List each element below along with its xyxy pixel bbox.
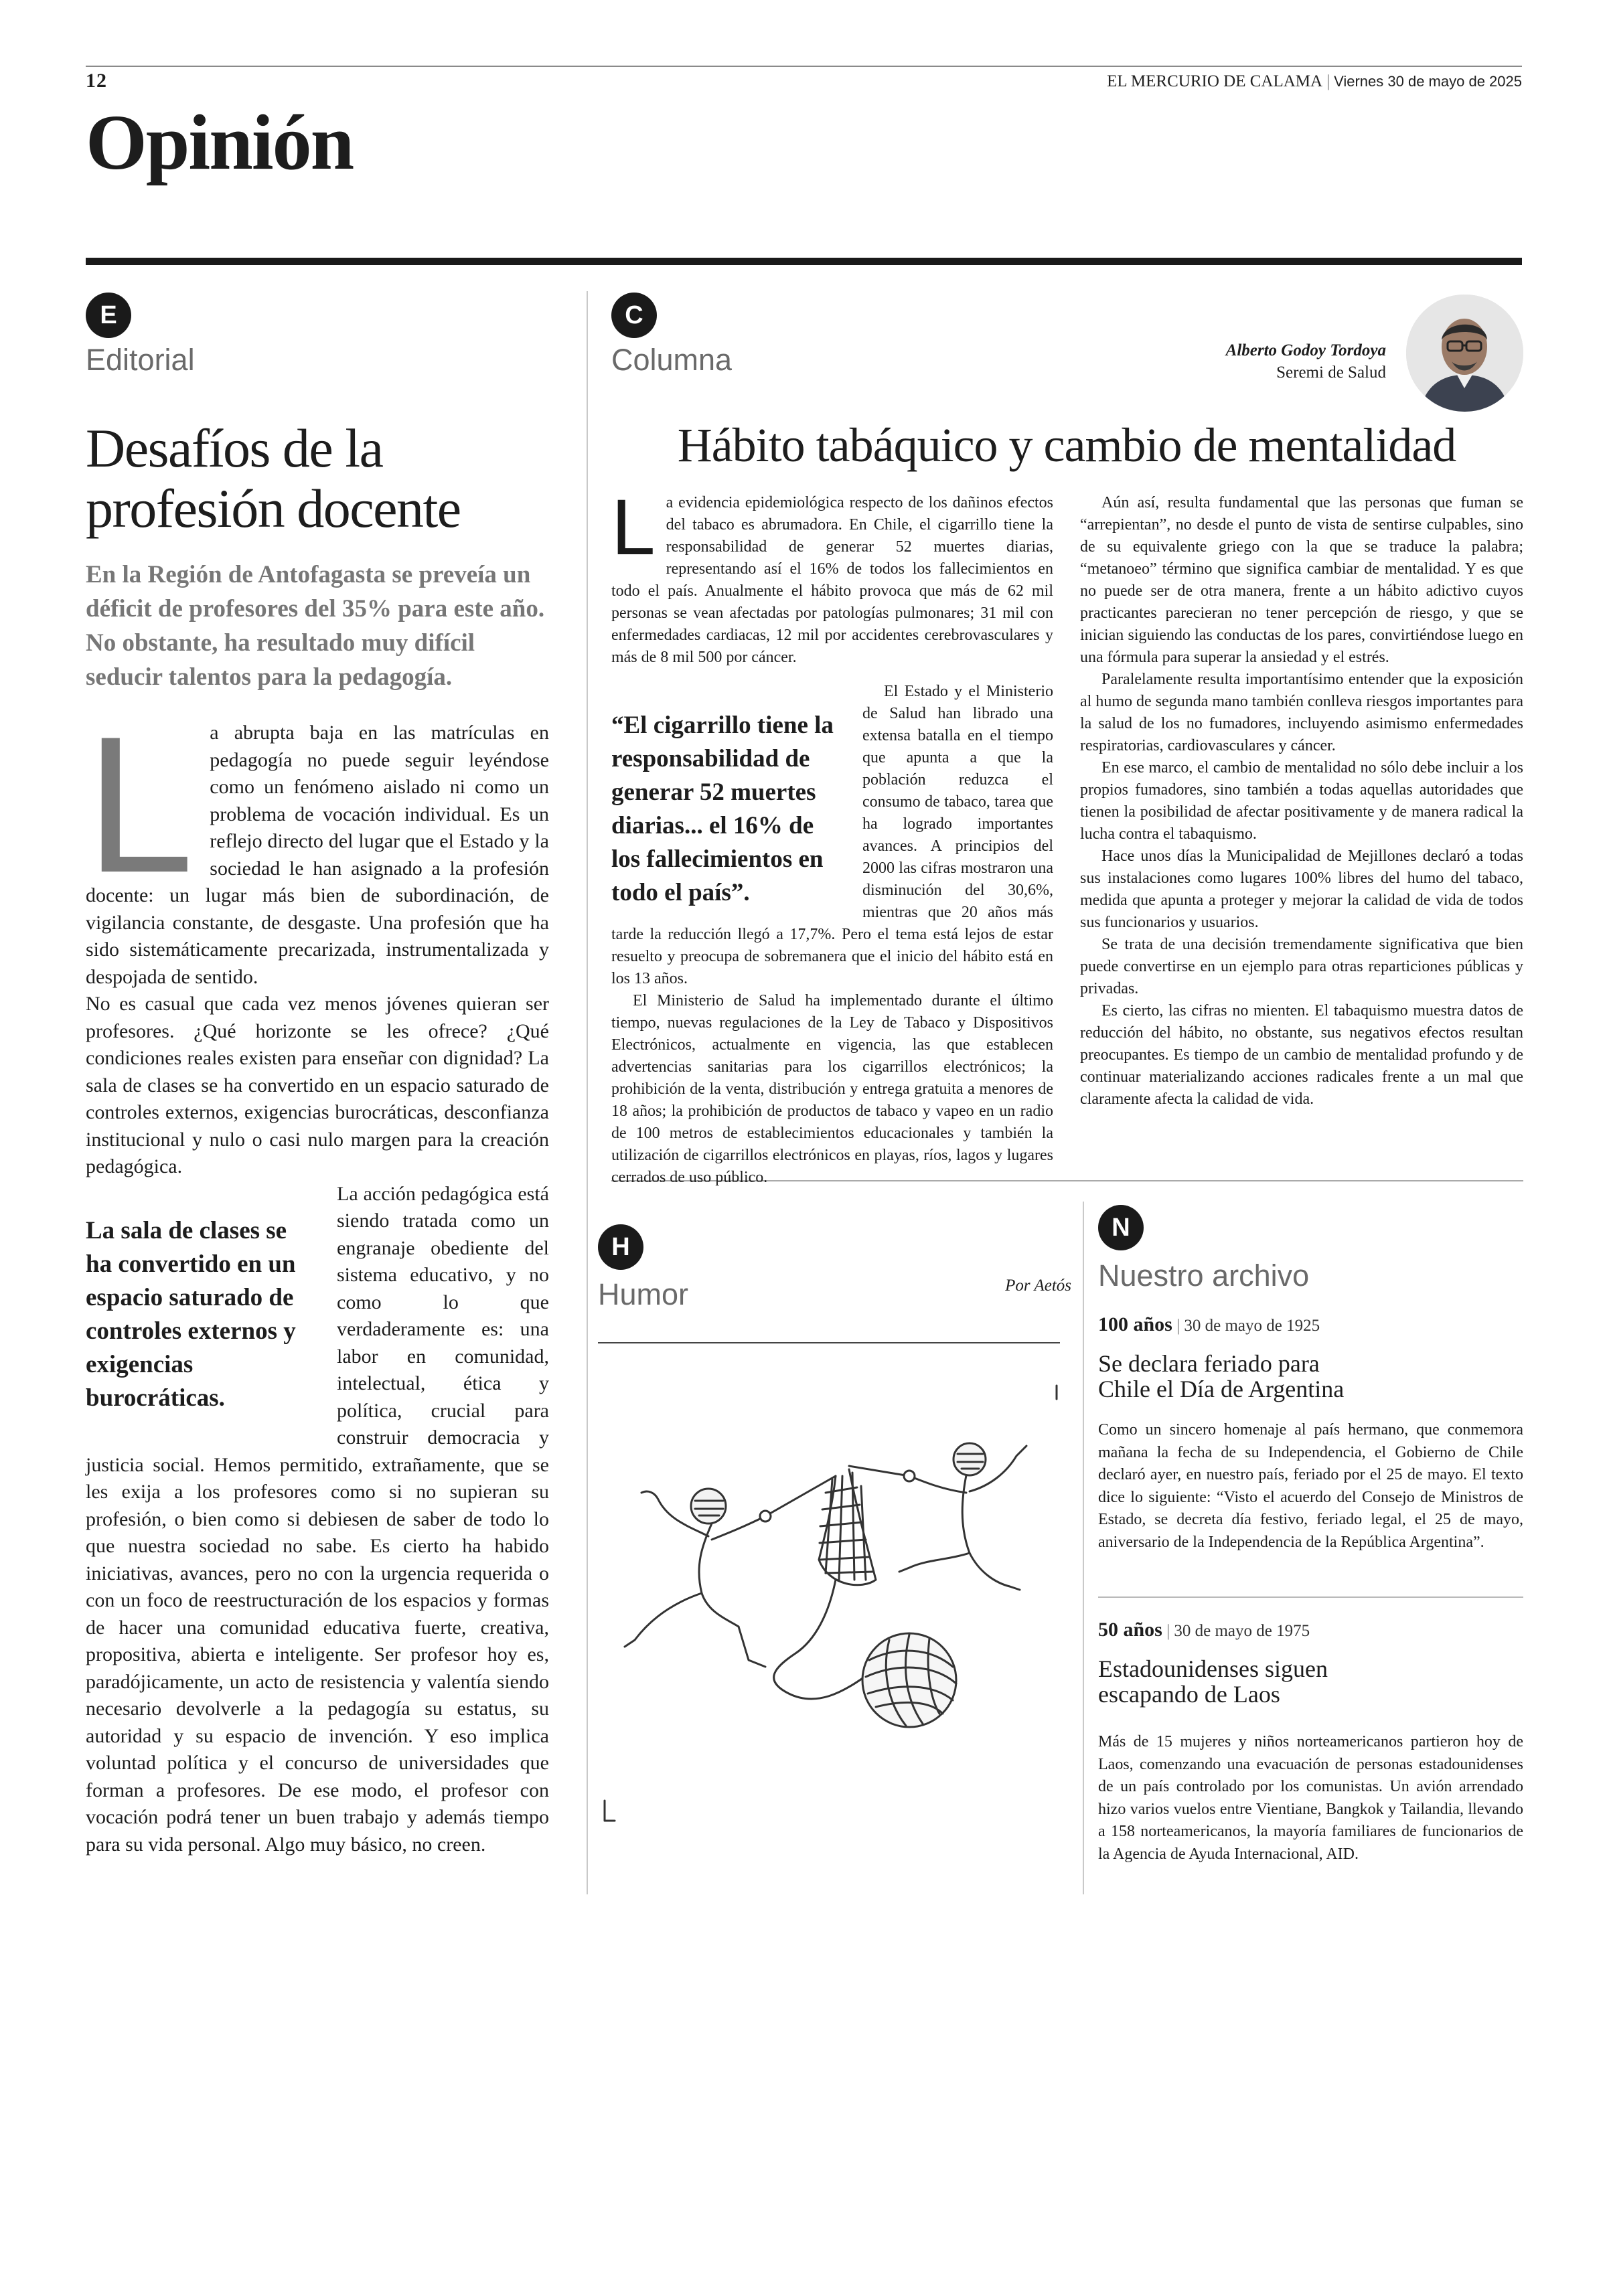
- author-role: Seremi de Salud: [1276, 363, 1386, 382]
- column-body-right: [1080, 492, 1523, 1111]
- editorial-pullquote: La sala de clases se ha convertido en un espacio saturado de controles externos y exigencias burocráticas.: [86, 1216, 296, 1412]
- author-photo: [1406, 295, 1523, 412]
- humor-cartoon: [595, 1359, 1063, 1827]
- fencing-knitting-cartoon: [595, 1359, 1063, 1827]
- column-kicker: Columna: [611, 343, 733, 377]
- publication-date: Viernes 30 de mayo de 2025: [1334, 73, 1522, 90]
- archive-divider: [1098, 1596, 1523, 1598]
- editorial-paragraph: No es casual que cada vez menos jóvenes quieran ser profesores. ¿Qué horizonte se les ofrece? ¿Qué condiciones reales existen para enseñar con dignidad? La sala de clases se ha convertido en un espacio saturado de controles externos, exigencias burocráticas, desconfianza institucional y nulo o casi nulo margen para la creación pedagógica.: [86, 993, 549, 1177]
- column-paragraph: Aún así, resulta fundamental que las personas que fuman se “arrepientan”, no desde el punto de vista de sentirse culpables, sino de su equivalente griego con la que se traduce la palabra; “metanoeo” término que significa cambiar de mentalidad. Y es que no puede ser de otra manera, frente a un hábito adictivo cuyos practicantes parecieran no tener percepción de riesgo, y que se inician siguiendo las conductas de los pares, convirtiéndose luego en una fórmula para superar la ansiedad y el estrés.: [1080, 494, 1523, 666]
- column-paragraph: El Estado y el Ministerio de Salud han librado una extensa batalla en el tiempo que apunta a que la población reduzca el consumo de tabaco, tarea que ha logrado importantes avances. A principios del 2000 las cifras mostraron una disminución del 30,6%, mientras que 20 años más tarde la reducción llegó a 17,7%. Pero el tema está lejos de estar resuelto y preocupa de sobremanera que el inicio del hábito está en los 13 años.: [611, 683, 1053, 987]
- column-dropcap: L: [611, 483, 656, 572]
- column-divider-left: [587, 291, 588, 1894]
- editorial-dropcap: L: [86, 696, 194, 913]
- column-paragraph: Se trata de una decisión tremendamente significativa que bien puede convertirse en un ejemplo para otras reparticiones públicas y privadas.: [1080, 936, 1523, 997]
- editorial-headline-line2: profesión docente: [86, 478, 461, 539]
- editorial-paragraph: La acción pedagógica está siendo tratada como un engranaje obediente del sistema educativo, y no como lo que verdaderamente es: una labor en comunidad, intelectual, ética y política, crucial para construir democracia y justicia social. Hemos permitido, extrañamente, que se les exija a los profesores como si no supieran su profesión, o bien como si debiesen de saber de todo lo que nuestra sociedad no sabe. Es cierto ha habido iniciativas, avances, pero no con la urgencia requerida o con un foco de reestructuración de los espacios y formas de hacer una comunidad educativa fuerte, creativa, propositiva, abierta e inteligente. Ser profesor hoy es, paradójicamente, un acto de resistencia y valentía siendo necesario devolverle a la pedagogía su estatus, su autoridad y su espacio de invención. Y eso implica voluntad política y el concurso de universidades que forman a profesores. De ese modo, el profesor con vocación podrá tener un buen trabajo y además tiempo para su vida personal. Algo muy básico, no creen.: [86, 1182, 549, 1856]
- editorial-paragraph: La abrupta baja en las matrículas en pedagogía no puede seguir leyéndose como un fenómeno aislado ni como un problema de vocación individual. Es un reflejo directo del lugar que el Estado y la sociedad le han asignado a la profesión docente: un lugar más bien de subordinación, de vigilancia constante, de desgaste. Una profesión que ha sido sistemáticamente precarizada, instrumentalizada y despojada de sentido.: [86, 696, 549, 988]
- column-badge: C: [611, 293, 657, 338]
- page-number: 12: [86, 70, 107, 92]
- archive-badge: N: [1098, 1205, 1144, 1250]
- archive-text: Como un sincero homenaje al país hermano, que conmemora mañana la fecha de su Independencia, el Gobierno de Chile declaró ayer, en nuestro país, feriado por el 25 de mayo. El texto dice lo siguiente: “Visto el acuerdo del Consejo de Ministros de Estado, se decreta día festivo, feriado legal, el 25 de mayo, aniversario de la Independencia de la República Argentina”.: [1098, 1421, 1523, 1551]
- column-headline: Hábito tabáquico y cambio de mentalidad: [677, 418, 1456, 472]
- archive-item: 100 años | 30 de mayo de 1925 Se declara feriado para Chile el Día de Argentina Como un sincero homenaje al país hermano, que conmemora mañana la fecha de su Independencia, el Gobierno de Chile declaró ayer, en nuestro país, feriado por el 25 de mayo. El texto dice lo siguiente: “Visto el acuerdo del Consejo de Ministros de Estado, se decreta día festivo, feriado legal, el 25 de mayo, aniversario de la Independencia de la República Argentina”.: [1098, 1313, 1523, 1554]
- humor-rule: [598, 1342, 1060, 1343]
- archive-date: 30 de mayo de 1925: [1184, 1317, 1320, 1335]
- archive-headline: Se declara feriado para Chile el Día de Argentina: [1098, 1350, 1345, 1402]
- column-paragraph: Es cierto, las cifras no mienten. El tabaquismo muestra datos de reducción del hábito, no obstante, sus negativos efectos resultan preocupantes. Es tiempo de un cambio de mentalidad profundo y de continuar materializando acciones radicales frente a un mal que claramente afecta la calidad de vida.: [1080, 1002, 1523, 1108]
- column-paragraph: El Ministerio de Salud ha implementado durante el último tiempo, nuevas regulaciones de la Ley de Tabaco y Dispositivos Electrónicos, actualmente en vigencia, las que establecen advertencias sanitarias para los cigarrillos electrónicos; la prohibición de la venta, distribución y entrega gratuita a menores de 18 años; la prohibición de productos de tabaco y vapeo en un radio de 100 metros de establecimientos educacionales y también la utilización de cigarrillos electrónicos en playas, ríos, lagos y lugares cerrados de uso público.: [611, 992, 1053, 1186]
- column-body-left: [611, 483, 1053, 1189]
- editorial-kicker: Editorial: [86, 343, 195, 377]
- archive-kicker: Nuestro archivo: [1098, 1258, 1310, 1293]
- humor-kicker: Humor: [598, 1277, 689, 1311]
- editorial-lede: En la Región de Antofagasta se preveía un déficit de profesores del 35% para este año. No obstante, ha resultado muy difícil seducir talentos para la pedagogía.: [86, 561, 545, 691]
- publication-name: EL MERCURIO DE CALAMA: [1107, 72, 1323, 90]
- column-paragraph: La evidencia epidemiológica respecto de los dañinos efectos del tabaco es abrumadora. En Chile, el cigarrillo tiene la responsabilidad de generar 52 muertes diarias, representando así el 16% de todos los fallecimientos en todo el país. Anualmente el hábito provoca que más de 62 mil personas se vean afectadas por patologías pulmonares; 31 mil con enfermedades cardiacas, 12 mil por accidentes cerebrovasculares y más de 8 mil 500 por cáncer.: [611, 483, 1053, 666]
- author-name: Alberto Godoy Tordoya: [1225, 341, 1386, 359]
- header-rule: [86, 66, 1522, 67]
- column-pullquote: “El cigarrillo tiene la responsabilidad de generar 52 muertes diarias... el 16% de los fallecimientos en todo el país”.: [611, 712, 834, 906]
- column-paragraph: Hace unos días la Municipalidad de Mejillones declaró a todas sus instalaciones como lugares 100% libres del humo del tabaco, medida que apunta a proteger y mejorar la calidad de vida de todos sus funcionarios y usuarios.: [1080, 847, 1523, 931]
- masthead: EL MERCURIO DE CALAMA | Viernes 30 de mayo de 2025: [1107, 72, 1522, 90]
- humor-badge: H: [598, 1224, 643, 1270]
- editorial-badge: E: [86, 293, 131, 338]
- archive-headline: Estadounidenses siguen escapando de Laos: [1098, 1655, 1328, 1708]
- archive-item: 50 años | 30 de mayo de 1975 Estadounidenses siguen escapando de Laos Más de 15 mujeres y niños norteamericanos partieron hoy de Laos, comenzando una evacuación de personas estadounidenses de un país controlado por los comunistas. Un avión arrendado hizo varios vuelos entre Vientiane, Bangkok y Tailandia, llevando a 158 norteamericanos, la mayoría familiares de funcionarios de la Agencia de Ayuda Internacional, AID.: [1098, 1619, 1523, 1866]
- editorial-headline-line1: Desafíos de la: [86, 418, 383, 479]
- column-paragraph: En ese marco, el cambio de mentalidad no sólo debe incluir a los propios fumadores, sino también a todas aquellas autoridades que tienen la posibilidad de afectar positivamente y de manera radical la lucha contra el tabaquismo.: [1080, 759, 1523, 843]
- column-paragraph: Paralelamente resulta importantísimo entender que la exposición al humo de segunda mano también conlleva riesgos importantes para la salud de los no fumadores, incluyendo asimismo enfermedades respiratorias, cardiovasculares y cáncer.: [1080, 671, 1523, 754]
- section-rule: [86, 258, 1522, 265]
- editorial-headline: [86, 418, 554, 539]
- archive-text: Más de 15 mujeres y niños norteamericanos partieron hoy de Laos, comenzando una evacuación de personas estadounidenses de un país controlado por los comunistas. Un avión arrendado hizo varios vuelos entre Vientiane, Bangkok y Tailandia, llevando a 158 norteamericanos, la mayoría familiares de funcionarios de la Agencia de Ayuda Internacional, AID.: [1098, 1733, 1523, 1863]
- archive-years: 50 años: [1098, 1619, 1162, 1641]
- section-title: Opinión: [86, 98, 354, 186]
- editorial-body: [86, 696, 549, 1858]
- humor-credit: Por Aetós: [1005, 1277, 1071, 1295]
- archive-date: 30 de mayo de 1975: [1174, 1622, 1310, 1640]
- author-portrait-image: [1406, 295, 1523, 412]
- archive-years: 100 años: [1098, 1313, 1172, 1335]
- column-divider-right: [1083, 1202, 1084, 1894]
